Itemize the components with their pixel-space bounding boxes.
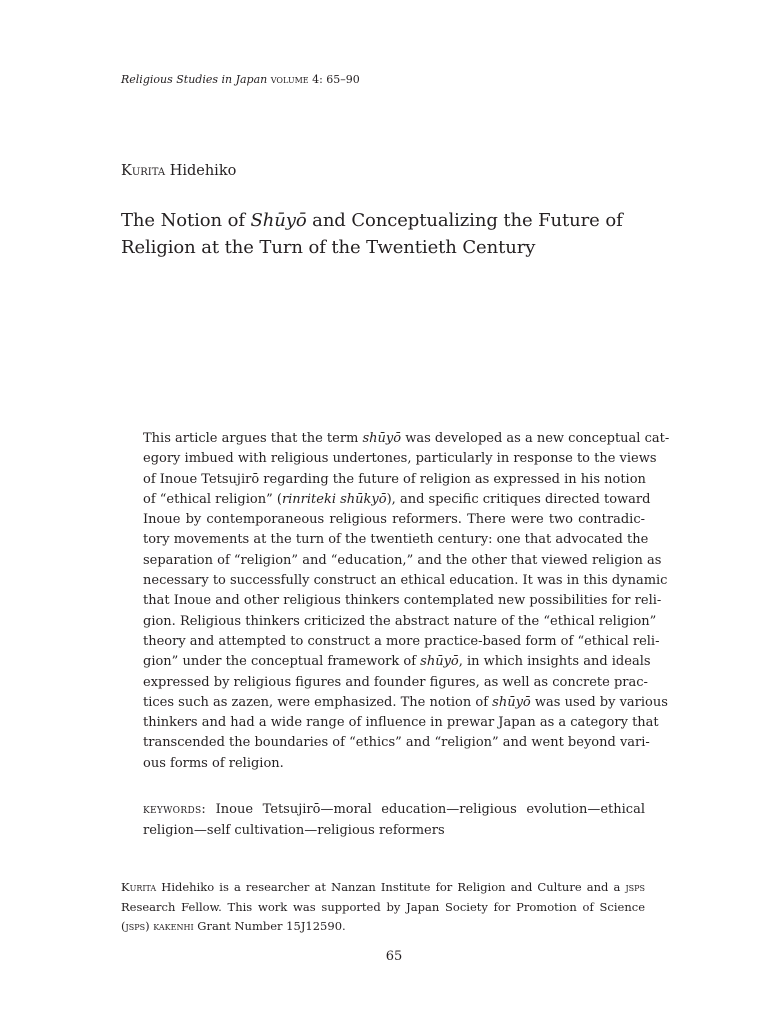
abstract-text: of “ethical religion” ( [143, 491, 282, 507]
abstract-line: necessary to successfully construct an ethical education. It was in this dynamic [143, 573, 668, 589]
title-line-1 [121, 207, 661, 234]
abstract-line: thinkers and had a wide range of influence in prewar Japan as a category that [143, 715, 659, 731]
abstract-line: ous forms of religion. [143, 755, 284, 771]
abstract-line: gion. Religious thinkers criticized the abstract nature of the “ethical religion” [143, 613, 657, 629]
abstract-line [143, 490, 651, 510]
keywords-line-2: religion—self cultivation—religious reformers [143, 823, 445, 838]
footnote-surname: Kurita [121, 880, 157, 894]
abstract-line: expressed by religious figures and founder figures, as well as concrete prac- [143, 674, 648, 690]
abstract-line: that Inoue and other religious thinkers contemplated new possibilities for reli- [143, 593, 662, 609]
footnote-acronym: jsps [625, 880, 645, 894]
abstract-text: gion” under the conceptual framework of [143, 654, 421, 670]
footnote-text: ) [145, 919, 154, 933]
abstract-text: ), and specific critiques directed toward [386, 491, 651, 507]
title-text: The Notion of [121, 210, 251, 231]
article-title [121, 207, 661, 261]
abstract-line [143, 693, 668, 713]
abstract-text: This article argues that the term [143, 431, 363, 446]
volume-label: volume [270, 73, 309, 86]
abstract-line: tory movements at the turn of the twentieth century: one that advocated the [143, 532, 649, 548]
abstract-italic: shūyō [362, 431, 402, 446]
footnote-text: Hidehiko is a researcher at Nanzan Institute for Religion and Culture and a [156, 880, 626, 894]
abstract-line: transcended the boundaries of “ethics” and “religion” and went beyond vari- [143, 735, 650, 751]
author-name [121, 161, 661, 181]
title-text: and Conceptualizing the Future of [306, 210, 623, 231]
footnote-text: ( [121, 919, 126, 933]
footnote-line [121, 878, 645, 898]
abstract-text: was used by various [530, 694, 668, 710]
author-given-name: Hidehiko [169, 163, 237, 179]
keywords-line-1 [143, 799, 645, 820]
abstract-text: was developed as a new conceptual cat- [401, 431, 670, 446]
abstract-text: tices such as zazen, were emphasized. The notion of [143, 694, 493, 710]
abstract-line: egory imbued with religious undertones, particularly in response to the views [143, 451, 657, 467]
abstract-line: of Inoue Tetsujirō regarding the future of religion as expressed in his notion [143, 471, 646, 487]
abstract-line [143, 652, 651, 672]
abstract-italic: shūyō [492, 694, 531, 710]
author-footnote [121, 878, 645, 937]
abstract-line: theory and attempted to construct a more practice-based form of “ethical reli- [143, 633, 660, 649]
abstract-italic: shūyō [420, 654, 459, 670]
abstract-line: Inoue by contemporaneous religious reformers. There were two contradic- [143, 512, 645, 528]
keywords [143, 799, 645, 841]
title-italic-term: Shūyō [250, 210, 307, 231]
author-surname: Kurita [121, 163, 166, 179]
footnote-acronym: jsps [125, 919, 146, 933]
keywords-label: keywords: [143, 802, 207, 817]
abstract [143, 429, 670, 774]
abstract-line: separation of “religion” and “education,” and the other that viewed religion as [143, 552, 662, 568]
volume-pages: 4: 65–90 [312, 73, 360, 86]
page-number: 65 [385, 949, 403, 964]
footnote-text: Grant Number 15J12590. [193, 919, 346, 933]
footnote-line: Research Fellow. This work was supported by Japan Society for Promotion of Science [121, 899, 645, 914]
footnote-acronym: kakenhi [153, 919, 194, 933]
journal-title: Religious Studies in Japan [121, 73, 268, 86]
footnote-line [121, 917, 645, 937]
abstract-line [143, 429, 670, 449]
keywords-text: Inoue Tetsujirō—moral education—religious evolution—ethical [206, 802, 645, 817]
abstract-italic: rinriteki shūkyō [281, 491, 387, 507]
running-head [121, 72, 661, 87]
abstract-text: , in which insights and ideals [458, 654, 651, 670]
title-line-2: Religion at the Turn of the Twentieth Century [121, 237, 536, 258]
